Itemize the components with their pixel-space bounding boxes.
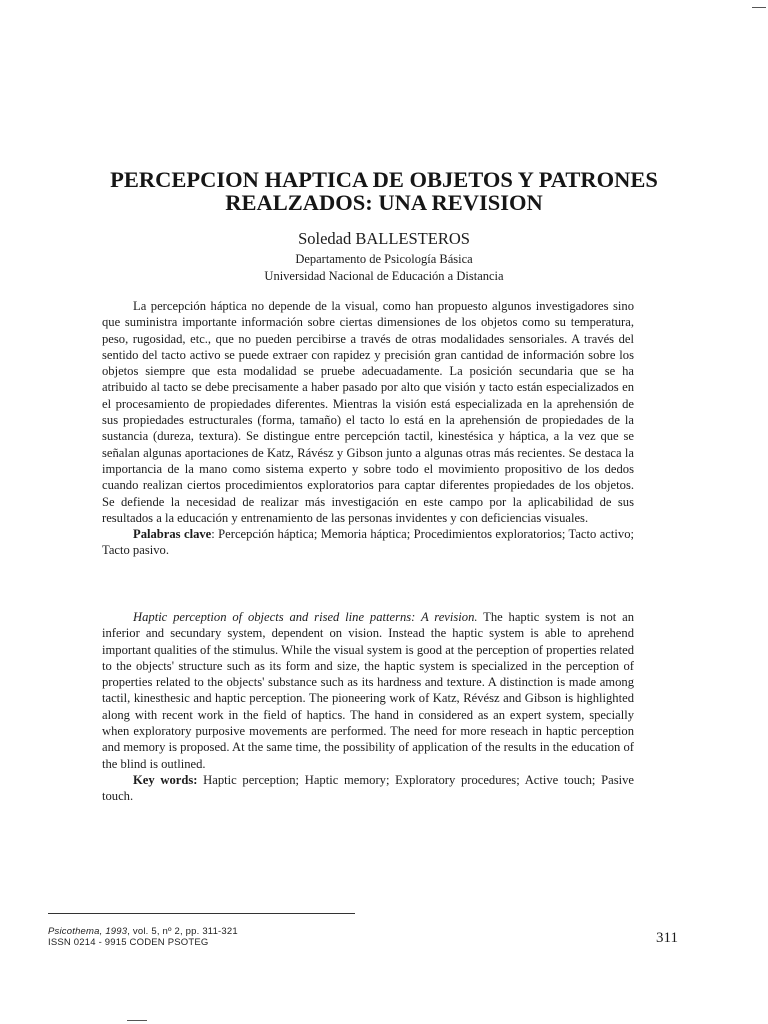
affiliation-university: Universidad Nacional de Educación a Distancia — [264, 269, 504, 283]
keywords-spanish — [102, 526, 634, 559]
abstract-english-title: Haptic perception of objects and rised line patterns: A revision. — [133, 610, 478, 624]
abstract-spanish-body: La percepción háptica no depende de la visual, como han propuesto algunos investigadores sino que suministra importante información sobre ciertas dimensiones de los objetos como su temperatura, peso, rugosidad, etc., que no pueden percibirse a través de otras modalidades sensoriales. A través del sentido del tacto activo se puede extraer con rapidez y precisión gran cantidad de información sobre los objetos siempre que esta modalidad se pruebe adecuadamente. La posición secundaria que se ha atribuido al tacto se debe precisamente a haber pasado por alto que visión y tacto están especializados en el procesamiento de propiedades diferentes. Mientras la visión está especializada en la aprehensión de sus propiedades estructurales (forma, tamaño) el tacto lo está en la aprehensión de propiedades de la sustancia (dureza, textura). Se distingue entre percepción tactil, kinestésica y háptica, a la vez que se señalan algunas aportaciones de Katz, Rávész y Gibson junto a algunas otras más recientes. Se destaca la importancia de la mano como sistema experto y sobre todo el movimiento propositivo de los dedos cuando realizan ciertos procedimientos exploratorios para captar diferentes propiedades de los objetos. Se defiende la necesidad de realizar más investigación en este campo por la aplicabilidad de sus resultados a la educación y entrenamiento de las personas invidentes y con deficiencias visuales. — [102, 299, 634, 525]
abstract-english — [102, 609, 634, 805]
article-title — [60, 168, 708, 214]
page-number: 311 — [656, 930, 678, 946]
footer-volume: , vol. 5, nº 2, pp. 311-321 — [127, 926, 238, 937]
footnote-rule — [48, 913, 355, 914]
footer-journal: Psicothema, 1993 — [48, 926, 128, 937]
keywords-spanish-label: Palabras clave — [133, 527, 212, 542]
abstract-english-body: The haptic system is not an inferior and secundary system, dependent on vision. Instead the haptic system is able to aprehend important qualities of the stimulus. While the visual system is good at the perception of properties related to the objects' structure such as its form and size, the haptic system is specialized in the perception of properties related to the objects' substance such as its hardness and texture. A distinction is made among tactil, kinesthesic and haptic perception. The pioneering work of Katz, Révész and Gibson is highlighted along with recent work in the field of haptics. The hand in considered as an expert system, specially when exploratory purposive movements are performed. The need for more reseach in haptic perception and memory is proposed. At the same time, the possibility of application of the results in the education of the blind is outlined. — [102, 610, 634, 771]
author-name: Soledad BALLESTEROS — [298, 229, 470, 248]
scan-mark-bottom — [127, 1020, 147, 1021]
scan-mark-top — [752, 7, 766, 8]
keywords-english — [102, 772, 634, 805]
keywords-english-label: Key words: — [133, 772, 198, 787]
abstract-english-paragraph — [102, 609, 634, 772]
keywords-english-list: Haptic perception; Haptic memory; Exploratory procedures; Active touch; Pasive touch. — [102, 772, 634, 804]
title-line-1: PERCEPCION HAPTICA DE OBJETOS Y PATRONES — [110, 167, 658, 192]
affiliation-department: Departamento de Psicología Básica — [295, 252, 473, 266]
title-line-2: REALZADOS: UNA REVISION — [225, 190, 543, 215]
abstract-spanish — [102, 298, 634, 559]
keywords-spanish-list: : Percepción háptica; Memoria háptica; Procedimientos exploratorios; Tacto activo; Tacto pasivo. — [102, 527, 634, 558]
footer-issn: ISSN 0214 - 9915 CODEN PSOTEG — [48, 937, 209, 948]
footer-citation — [48, 926, 238, 937]
